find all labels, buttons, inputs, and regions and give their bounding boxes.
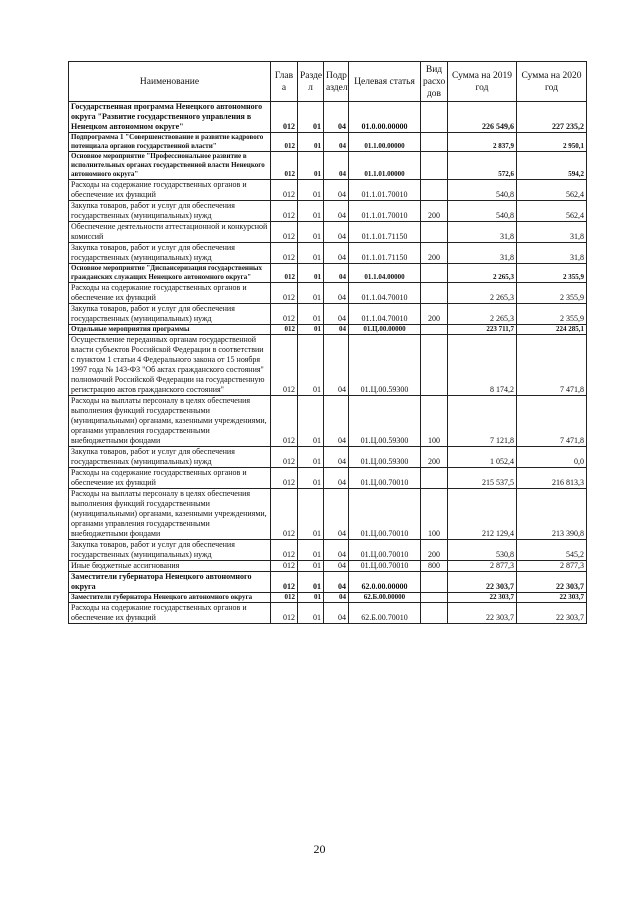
cell-razdel: 01 [298, 325, 324, 335]
cell-sum-2020: 594,2 [517, 152, 587, 180]
table-row [69, 335, 587, 396]
header-sum-2019: Сумма на 2019 год [448, 62, 517, 102]
cell-sum-2020: 224 285,1 [517, 325, 587, 335]
table-row [69, 201, 587, 222]
cell-sum-2019: 2 877,3 [448, 561, 517, 572]
cell-razdel: 01 [298, 572, 324, 593]
cell-podrazdel: 04 [324, 561, 349, 572]
cell-sum-2019: 1 052,4 [448, 447, 517, 468]
cell-target-article: 01.Ц.00.70010 [349, 540, 421, 561]
cell-razdel: 01 [298, 283, 324, 304]
cell-sum-2019: 540,8 [448, 180, 517, 201]
header-podrazdel: Подр аздел [324, 62, 349, 102]
cell-razdel: 01 [298, 489, 324, 540]
cell-sum-2020: 2 877,3 [517, 561, 587, 572]
table-row [69, 304, 587, 325]
cell-razdel: 01 [298, 133, 324, 152]
cell-expense-type [421, 102, 448, 133]
cell-expense-type [421, 222, 448, 243]
cell-target-article: 01.Ц.00.59300 [349, 396, 421, 447]
cell-expense-type: 200 [421, 243, 448, 264]
cell-name: Отдельные мероприятия программы [69, 325, 271, 335]
cell-expense-type [421, 603, 448, 624]
cell-target-article: 01.Ц.00.59300 [349, 447, 421, 468]
cell-podrazdel: 04 [324, 489, 349, 540]
cell-name: Основное мероприятие "Диспансеризация государственных гражданских служащих Ненецкого автономного округа" [69, 264, 271, 283]
cell-name: Обеспечение деятельности аттестационной и конкурсной комиссий [69, 222, 271, 243]
cell-sum-2019: 212 129,4 [448, 489, 517, 540]
cell-razdel: 01 [298, 593, 324, 603]
cell-razdel: 01 [298, 447, 324, 468]
table-row [69, 152, 587, 180]
cell-glava: 012 [271, 201, 298, 222]
cell-name: Закупка товаров, работ и услуг для обеспечения государственных (муниципальных) нужд [69, 540, 271, 561]
cell-sum-2020: 31,8 [517, 243, 587, 264]
cell-sum-2019: 31,8 [448, 222, 517, 243]
cell-target-article: 01.Ц.00.59300 [349, 335, 421, 396]
cell-target-article: 01.1.01.71150 [349, 222, 421, 243]
cell-target-article: 01.Ц.00.70010 [349, 468, 421, 489]
cell-glava: 012 [271, 222, 298, 243]
cell-expense-type: 800 [421, 561, 448, 572]
cell-name: Закупка товаров, работ и услуг для обеспечения государственных (муниципальных) нужд [69, 447, 271, 468]
cell-glava: 012 [271, 603, 298, 624]
cell-podrazdel: 04 [324, 222, 349, 243]
cell-razdel: 01 [298, 468, 324, 489]
cell-razdel: 01 [298, 335, 324, 396]
cell-sum-2020: 2 355,9 [517, 283, 587, 304]
cell-podrazdel: 04 [324, 540, 349, 561]
cell-razdel: 01 [298, 201, 324, 222]
cell-expense-type [421, 133, 448, 152]
table-body [69, 102, 587, 624]
cell-glava: 012 [271, 540, 298, 561]
cell-expense-type: 200 [421, 540, 448, 561]
cell-razdel: 01 [298, 102, 324, 133]
cell-glava: 012 [271, 572, 298, 593]
cell-glava: 012 [271, 243, 298, 264]
cell-sum-2020: 562,4 [517, 180, 587, 201]
table-row [69, 489, 587, 540]
cell-glava: 012 [271, 325, 298, 335]
header-name: Наименование [69, 62, 271, 102]
cell-sum-2020: 2 355,9 [517, 264, 587, 283]
cell-expense-type: 100 [421, 396, 448, 447]
cell-glava: 012 [271, 561, 298, 572]
budget-table [68, 61, 587, 624]
cell-sum-2019: 2 265,3 [448, 283, 517, 304]
cell-sum-2020: 227 235,2 [517, 102, 587, 133]
table-row [69, 447, 587, 468]
cell-name: Расходы на содержание государственных органов и обеспечение их функций [69, 603, 271, 624]
cell-glava: 012 [271, 489, 298, 540]
cell-target-article: 01.1.01.71150 [349, 243, 421, 264]
table-row [69, 133, 587, 152]
cell-sum-2019: 2 837,9 [448, 133, 517, 152]
cell-podrazdel: 04 [324, 335, 349, 396]
cell-razdel: 01 [298, 222, 324, 243]
table-row [69, 561, 587, 572]
cell-sum-2019: 223 711,7 [448, 325, 517, 335]
cell-glava: 012 [271, 447, 298, 468]
cell-sum-2019: 22 303,7 [448, 593, 517, 603]
cell-sum-2019: 31,8 [448, 243, 517, 264]
cell-podrazdel: 04 [324, 201, 349, 222]
cell-glava: 012 [271, 593, 298, 603]
cell-podrazdel: 04 [324, 133, 349, 152]
cell-sum-2019: 540,8 [448, 201, 517, 222]
cell-razdel: 01 [298, 180, 324, 201]
cell-target-article: 01.1.01.00000 [349, 152, 421, 180]
table-row [69, 603, 587, 624]
cell-target-article: 01.1.04.70010 [349, 304, 421, 325]
table-row [69, 180, 587, 201]
cell-expense-type [421, 152, 448, 180]
cell-podrazdel: 04 [324, 102, 349, 133]
cell-podrazdel: 04 [324, 325, 349, 335]
header-target-article: Целевая статья [349, 62, 421, 102]
cell-target-article: 01.Ц.00.00000 [349, 325, 421, 335]
table-row [69, 102, 587, 133]
header-glava: Глав а [271, 62, 298, 102]
cell-sum-2019: 215 537,5 [448, 468, 517, 489]
cell-name: Закупка товаров, работ и услуг для обеспечения государственных (муниципальных) нужд [69, 201, 271, 222]
table-row [69, 264, 587, 283]
table-header-row [69, 62, 587, 102]
cell-razdel: 01 [298, 540, 324, 561]
cell-name: Заместители губернатора Ненецкого автономного округа [69, 593, 271, 603]
cell-target-article: 01.0.00.00000 [349, 102, 421, 133]
cell-target-article: 62.0.00.00000 [349, 572, 421, 593]
cell-sum-2019: 22 303,7 [448, 572, 517, 593]
cell-razdel: 01 [298, 264, 324, 283]
cell-sum-2019: 8 174,2 [448, 335, 517, 396]
cell-name: Осуществление переданных органам государственной власти субъектов Российской Федерации в соответствии с пунктом 1 статьи 4 Федерального закона от 15 ноября 1997 года № 143-ФЗ "Об актах гражданского состояния" полномочий Российской Федерации на государственную регистрацию актов гражданского состояния" [69, 335, 271, 396]
cell-name: Государственная программа Ненецкого автономного округа "Развитие государственного управления в Ненецком автономном округе" [69, 102, 271, 133]
table-row [69, 396, 587, 447]
cell-podrazdel: 04 [324, 152, 349, 180]
cell-expense-type [421, 283, 448, 304]
cell-expense-type [421, 180, 448, 201]
cell-target-article: 01.1.00.00000 [349, 133, 421, 152]
cell-razdel: 01 [298, 152, 324, 180]
cell-podrazdel: 04 [324, 264, 349, 283]
cell-glava: 012 [271, 152, 298, 180]
table-row [69, 325, 587, 335]
cell-name: Расходы на выплаты персоналу в целях обеспечения выполнения функций государственными (муниципальными) органами, казенными учреждениями, органами управления государственными внебюджетными фондами [69, 489, 271, 540]
cell-target-article: 01.Ц.00.70010 [349, 561, 421, 572]
cell-expense-type: 200 [421, 304, 448, 325]
cell-name: Закупка товаров, работ и услуг для обеспечения государственных (муниципальных) нужд [69, 304, 271, 325]
cell-name: Закупка товаров, работ и услуг для обеспечения государственных (муниципальных) нужд [69, 243, 271, 264]
cell-target-article: 01.Ц.00.70010 [349, 489, 421, 540]
cell-sum-2019: 226 549,6 [448, 102, 517, 133]
cell-glava: 012 [271, 180, 298, 201]
cell-podrazdel: 04 [324, 603, 349, 624]
cell-glava: 012 [271, 133, 298, 152]
cell-expense-type [421, 468, 448, 489]
cell-podrazdel: 04 [324, 572, 349, 593]
cell-sum-2020: 22 303,7 [517, 572, 587, 593]
cell-expense-type: 200 [421, 201, 448, 222]
header-razdel: Разде л [298, 62, 324, 102]
cell-sum-2019: 2 265,3 [448, 264, 517, 283]
cell-sum-2019: 22 303,7 [448, 603, 517, 624]
table-row [69, 540, 587, 561]
page-number: 20 [313, 842, 326, 856]
cell-sum-2020: 562,4 [517, 201, 587, 222]
cell-expense-type: 200 [421, 447, 448, 468]
cell-sum-2020: 213 390,8 [517, 489, 587, 540]
cell-name: Расходы на содержание государственных органов и обеспечение их функций [69, 180, 271, 201]
cell-glava: 012 [271, 264, 298, 283]
cell-target-article: 01.1.01.70010 [349, 180, 421, 201]
header-expense-type: Вид расхо дов [421, 62, 448, 102]
cell-target-article: 62.Б.00.70010 [349, 603, 421, 624]
cell-razdel: 01 [298, 561, 324, 572]
cell-sum-2020: 22 303,7 [517, 603, 587, 624]
cell-glava: 012 [271, 396, 298, 447]
cell-podrazdel: 04 [324, 593, 349, 603]
cell-name: Расходы на содержание государственных органов и обеспечение их функций [69, 283, 271, 304]
table-row [69, 572, 587, 593]
cell-name: Подпрограмма 1 "Совершенствование и развитие кадрового потенциала органов государственной власти" [69, 133, 271, 152]
cell-sum-2020: 2 355,9 [517, 304, 587, 325]
cell-target-article: 62.Б.00.00000 [349, 593, 421, 603]
cell-expense-type [421, 572, 448, 593]
header-sum-2020: Сумма на 2020 год [517, 62, 587, 102]
cell-expense-type [421, 593, 448, 603]
cell-sum-2020: 7 471,8 [517, 335, 587, 396]
cell-sum-2019: 530,8 [448, 540, 517, 561]
cell-name: Заместители губернатора Ненецкого автономного округа [69, 572, 271, 593]
cell-name: Иные бюджетные ассигнования [69, 561, 271, 572]
cell-sum-2019: 572,6 [448, 152, 517, 180]
cell-target-article: 01.1.04.70010 [349, 283, 421, 304]
cell-sum-2019: 2 265,3 [448, 304, 517, 325]
cell-expense-type [421, 325, 448, 335]
cell-name: Расходы на выплаты персоналу в целях обеспечения выполнения функций государственными (муниципальными) органами, казенными учреждениями, органами управления государственными внебюджетными фондами [69, 396, 271, 447]
cell-expense-type [421, 335, 448, 396]
cell-sum-2020: 545,2 [517, 540, 587, 561]
table-row [69, 243, 587, 264]
cell-sum-2020: 216 813,3 [517, 468, 587, 489]
cell-glava: 012 [271, 304, 298, 325]
cell-sum-2020: 7 471,8 [517, 396, 587, 447]
cell-sum-2020: 2 950,1 [517, 133, 587, 152]
cell-podrazdel: 04 [324, 447, 349, 468]
cell-glava: 012 [271, 335, 298, 396]
table-row [69, 468, 587, 489]
cell-razdel: 01 [298, 396, 324, 447]
cell-name: Основное мероприятие "Профессиональное развитие в исполнительных органах государственной власти Ненецкого автономного округа" [69, 152, 271, 180]
cell-podrazdel: 04 [324, 304, 349, 325]
cell-name: Расходы на содержание государственных органов и обеспечение их функций [69, 468, 271, 489]
cell-expense-type [421, 264, 448, 283]
cell-sum-2019: 7 121,8 [448, 396, 517, 447]
cell-podrazdel: 04 [324, 283, 349, 304]
cell-sum-2020: 22 303,7 [517, 593, 587, 603]
cell-razdel: 01 [298, 243, 324, 264]
cell-podrazdel: 04 [324, 243, 349, 264]
cell-expense-type: 100 [421, 489, 448, 540]
cell-podrazdel: 04 [324, 468, 349, 489]
cell-glava: 012 [271, 468, 298, 489]
cell-glava: 012 [271, 283, 298, 304]
cell-sum-2020: 0,0 [517, 447, 587, 468]
cell-podrazdel: 04 [324, 396, 349, 447]
cell-target-article: 01.1.04.00000 [349, 264, 421, 283]
cell-podrazdel: 04 [324, 180, 349, 201]
table-row [69, 593, 587, 603]
cell-sum-2020: 31,8 [517, 222, 587, 243]
table-row [69, 222, 587, 243]
cell-razdel: 01 [298, 603, 324, 624]
cell-target-article: 01.1.01.70010 [349, 201, 421, 222]
cell-razdel: 01 [298, 304, 324, 325]
cell-glava: 012 [271, 102, 298, 133]
table-row [69, 283, 587, 304]
